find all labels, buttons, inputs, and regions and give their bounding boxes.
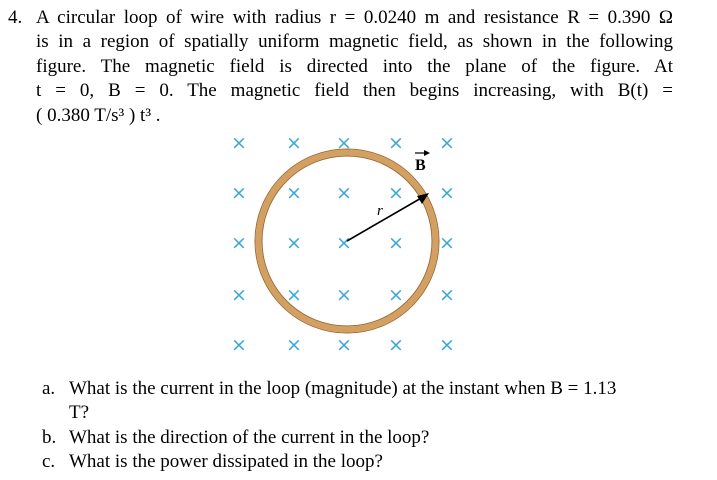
- question-c-label: c.: [42, 451, 56, 473]
- field-into-page-marker-r3c5: ×: [439, 232, 455, 254]
- question-c: [42, 450, 682, 474]
- question-b-label: b.: [42, 426, 57, 448]
- problem-text: [36, 6, 673, 128]
- question-c-text: What is the power dissipated in the loop?: [69, 451, 383, 473]
- field-into-page-marker-r5c2: ×: [286, 334, 302, 356]
- field-into-page-marker-r4c3: ×: [336, 284, 352, 306]
- radius-line: [347, 197, 423, 241]
- question-b-text: What is the direction of the current in the loop?: [69, 426, 430, 448]
- field-into-page-marker-r5c1: ×: [231, 334, 247, 356]
- question-a-text-1: What is the current in the loop (magnitude) at the instant when B = 1.13: [69, 378, 617, 399]
- field-into-page-marker-r4c5: ×: [439, 284, 455, 306]
- field-into-page-marker-r4c1: ×: [231, 284, 247, 306]
- field-into-page-marker-r4c2: ×: [286, 284, 302, 306]
- magnetic-field-figure: [225, 129, 475, 359]
- radius-label: r: [377, 203, 383, 219]
- field-into-page-marker-r2c1: ×: [231, 182, 247, 204]
- problem-line-1: A circular loop of wire with radius r = 0.0240 m and resistance R = 0.390 Ω: [36, 7, 673, 28]
- field-into-page-marker-r2c3: ×: [336, 182, 352, 204]
- problem-line-3: figure. The magnetic field is directed into the plane of the figure. At: [36, 55, 673, 77]
- field-into-page-marker-r4c4: ×: [388, 284, 404, 306]
- field-into-page-marker-r5c5: ×: [439, 334, 455, 356]
- problem-line-2: is in a region of spatially uniform magnetic field, as shown in the following: [36, 31, 673, 53]
- problem-number: 4.: [8, 7, 23, 28]
- field-into-page-marker-r3c2: ×: [286, 232, 302, 254]
- question-a: [42, 377, 682, 426]
- question-a-label: a.: [42, 378, 56, 399]
- field-into-page-marker-r3c4: ×: [388, 232, 404, 254]
- field-label: B: [415, 157, 426, 174]
- field-into-page-marker-r3c3: ×: [336, 232, 352, 254]
- field-into-page-marker-r1c2: ×: [286, 132, 302, 154]
- field-into-page-marker-r1c4: ×: [388, 132, 404, 154]
- problem-line-4: t = 0, B = 0. The magnetic field then begins increasing, with B(t) =: [36, 80, 673, 102]
- field-into-page-marker-r1c5: ×: [439, 132, 455, 154]
- field-into-page-marker-r2c5: ×: [439, 182, 455, 204]
- field-into-page-marker-r2c2: ×: [286, 182, 302, 204]
- question-list: [42, 377, 682, 475]
- field-into-page-marker-r1c3: ×: [336, 132, 352, 154]
- field-vector-arrowhead: [424, 150, 430, 156]
- field-into-page-marker-r5c4: ×: [388, 334, 404, 356]
- field-into-page-marker-r2c4: ×: [388, 182, 404, 204]
- field-into-page-marker-r5c3: ×: [336, 334, 352, 356]
- field-into-page-marker-r1c1: ×: [231, 132, 247, 154]
- field-into-page-marker-r3c1: ×: [231, 232, 247, 254]
- question-a-text-2: T?: [69, 402, 90, 424]
- problem-line-5: ( 0.380 T/s³ ) t³ .: [36, 104, 161, 126]
- question-b: [42, 426, 682, 450]
